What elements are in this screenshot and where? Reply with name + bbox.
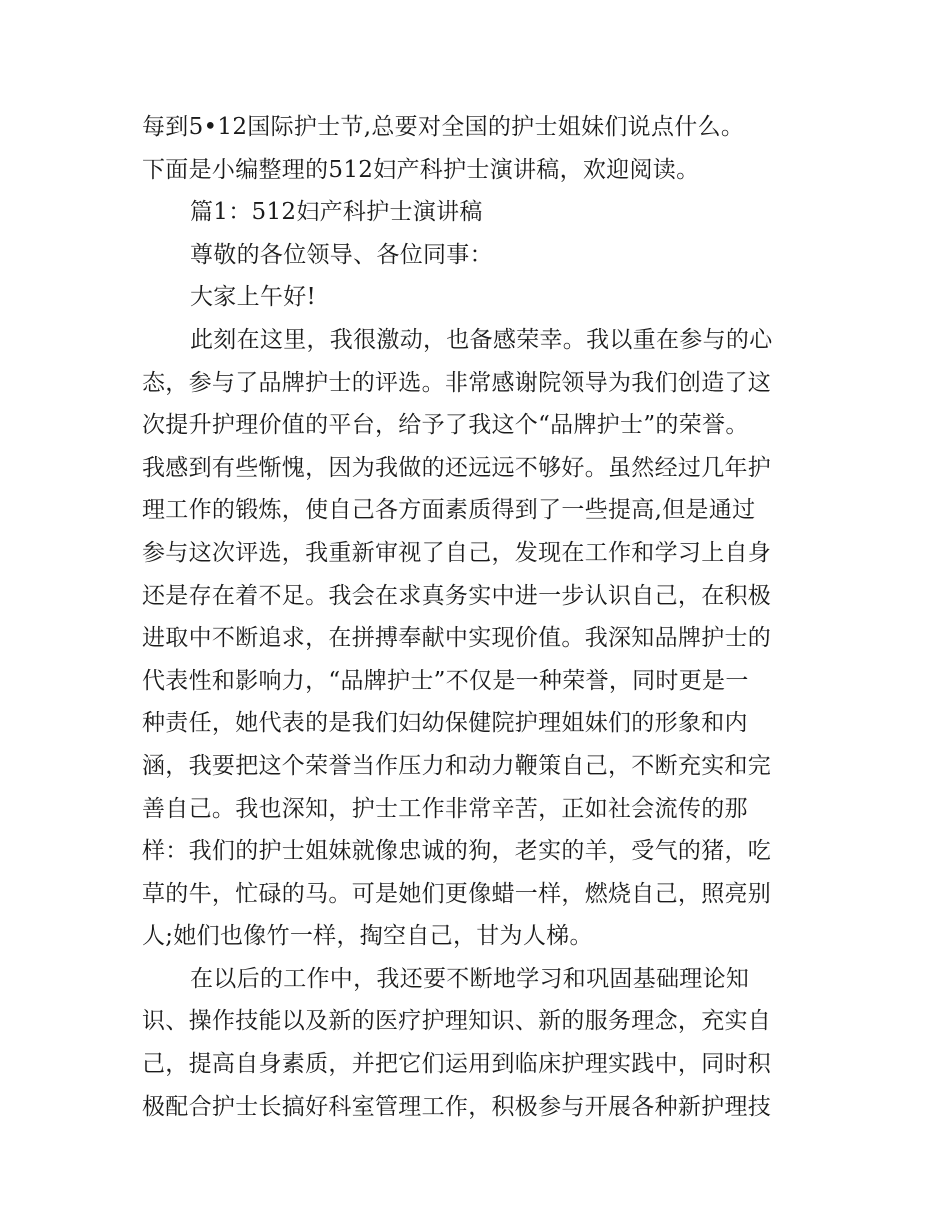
- text-line: 种责任，她代表的是我们妇幼保健院护理姐妹们的形象和内: [142, 710, 748, 737]
- document-page: [142, 106, 812, 1128]
- text-line: 此刻在这里，我很激动，也备感荣幸。我以重在参与的心: [190, 326, 773, 353]
- text-line: 每到5•12国际护士节,总要对全国的护士姐妹们说点什么。: [142, 114, 745, 140]
- text-line: 进取中不断追求，在拼搏奉献中实现价值。我深知品牌护士的: [142, 625, 772, 652]
- text-line: 态，参与了品牌护士的评选。非常感谢院领导为我们创造了这: [142, 369, 772, 396]
- text-line: 篇1：512妇产科护士演讲稿: [190, 199, 483, 226]
- text-line: 次提升护理价值的平台，给予了我这个“品牌护士”的荣誉。: [142, 412, 749, 439]
- text-line: 涵，我要把这个荣誉当作压力和动力鞭策自己，不断充实和完: [142, 752, 772, 779]
- text-line: 代表性和影响力，“品牌护士”不仅是一种荣誉，同时更是一: [142, 667, 749, 694]
- text-line: 理工作的锻炼，使自己各方面素质得到了一些提高,但是通过: [142, 497, 756, 524]
- text-line: 草的牛，忙碌的马。可是她们更像蜡一样，燃烧自己，照亮别: [142, 880, 772, 907]
- text-line: 大家上午好!: [190, 284, 317, 311]
- text-line: 参与这次评选，我重新审视了自己，发现在工作和学习上自身: [142, 539, 772, 566]
- text-line: 样：我们的护士姐妹就像忠诚的狗，老实的羊，受气的猪，吃: [142, 838, 772, 865]
- text-line: 极配合护士长搞好科室管理工作，积极参与开展各种新护理技: [142, 1093, 772, 1120]
- text-line: 善自己。我也深知，护士工作非常辛苦，正如社会流传的那: [142, 795, 748, 822]
- text-line: 识、操作技能以及新的医疗护理知识、新的服务理念，充实自: [142, 1008, 772, 1035]
- text-line: 还是存在着不足。我会在求真务实中进一步认识自己，在积极: [142, 582, 772, 609]
- text-line: 我感到有些惭愧，因为我做的还远远不够好。虽然经过几年护: [142, 454, 772, 481]
- document-body: [142, 106, 812, 1128]
- text-line: 人;她们也像竹一样，掏空自己，甘为人梯。: [142, 923, 593, 950]
- text-line: 尊敬的各位领导、各位同事：: [190, 241, 493, 268]
- text-line: 下面是小编整理的512妇产科护士演讲稿，欢迎阅读。: [142, 156, 700, 183]
- text-line: 在以后的工作中，我还要不断地学习和巩固基础理论知: [190, 965, 750, 992]
- text-line: 己，提高自身素质，并把它们运用到临床护理实践中，同时积: [142, 1051, 772, 1078]
